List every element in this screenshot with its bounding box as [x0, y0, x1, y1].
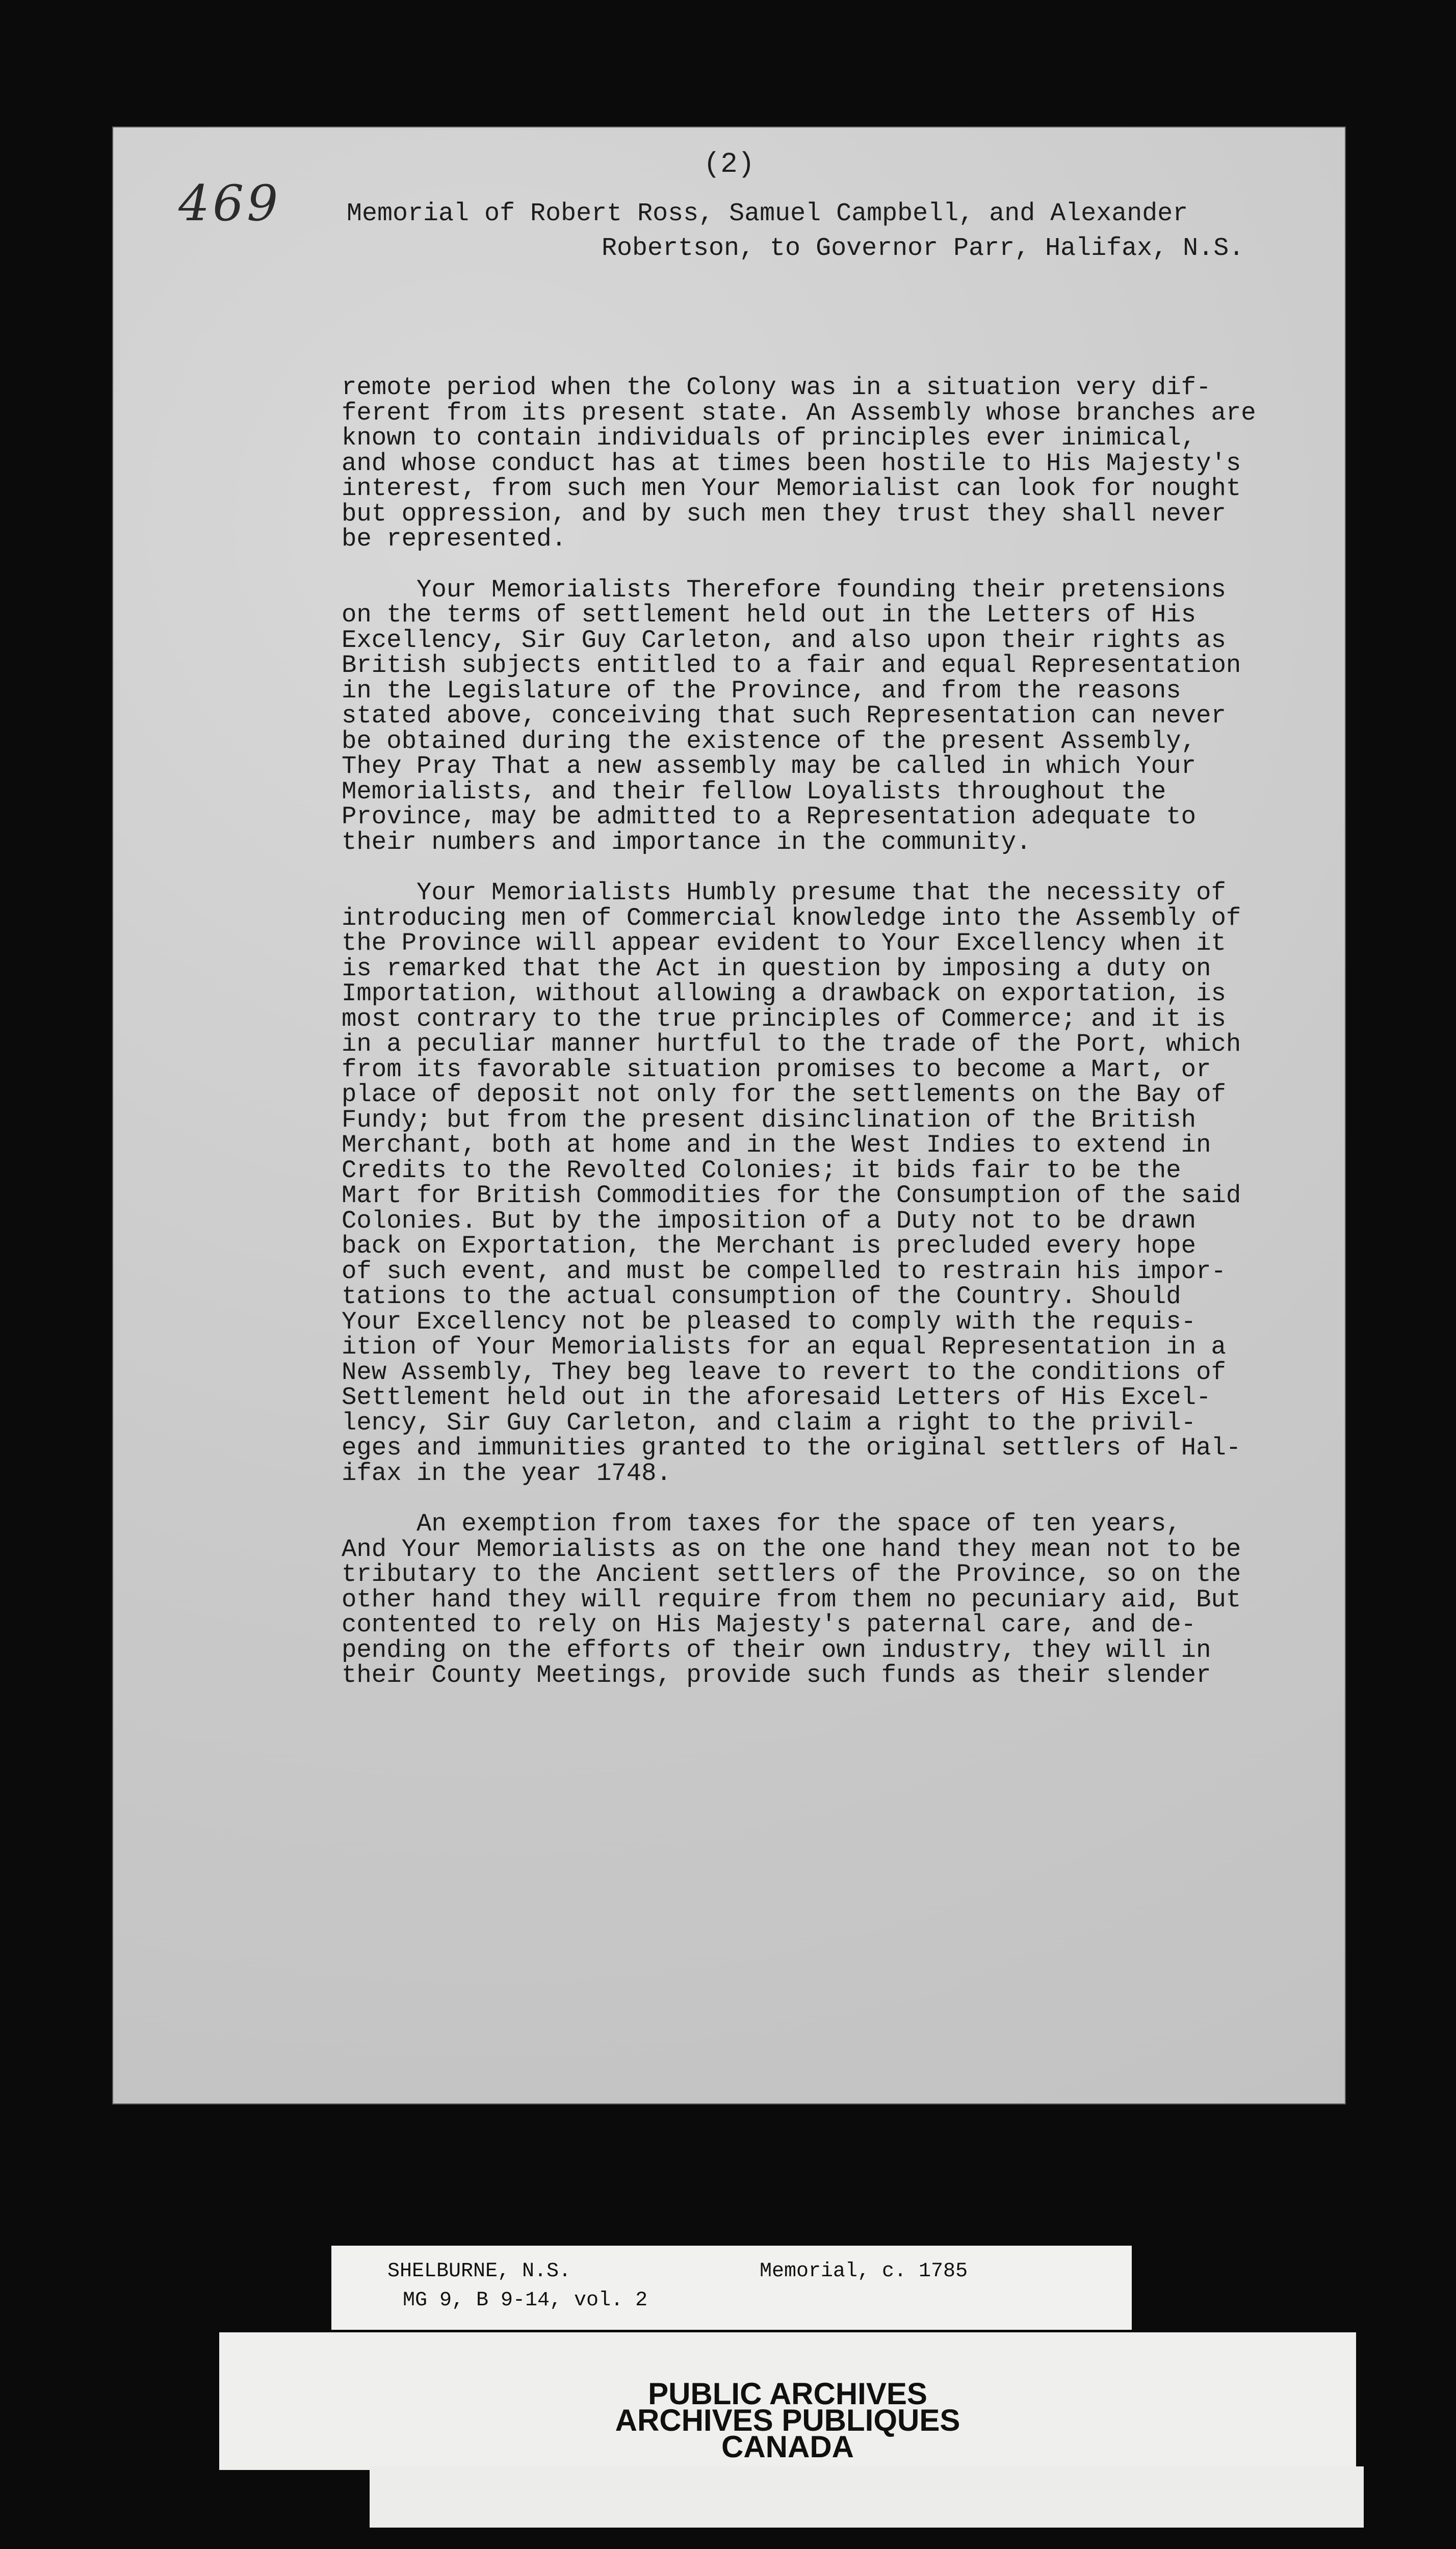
text-line: tributary to the Ancient settlers of the Province, so on the: [342, 1560, 1241, 1589]
text-line: ition of Your Memorialists for an equal Representation in a: [342, 1333, 1226, 1361]
label-reference: MG 9, B 9-14, vol. 2: [403, 2289, 648, 2312]
text-line: place of deposit not only for the settlements on the Bay of: [342, 1080, 1226, 1109]
text-line: of such event, and must be compelled to restrain his impor-: [342, 1257, 1226, 1286]
text-line: Your Memorialists Humbly presume that the necessity of: [342, 878, 1226, 907]
page-number: (2): [703, 148, 755, 180]
text-line: lency, Sir Guy Carleton, and claim a right to the privil-: [342, 1408, 1197, 1437]
label-place: SHELBURNE, N.S.: [387, 2260, 571, 2283]
text-line: most contrary to the true principles of Commerce; and it is: [342, 1004, 1226, 1033]
memorial-paragraph: [342, 575, 1320, 856]
text-line: Settlement held out in the aforesaid Letters of His Excel-: [342, 1383, 1211, 1412]
text-line: known to contain individuals of principles ever inimical,: [342, 424, 1197, 452]
text-line: eges and immunities granted to the original settlers of Hal-: [342, 1434, 1241, 1462]
text-line: Your Excellency not be pleased to comply with the requis-: [342, 1307, 1197, 1336]
text-line: Importation, without allowing a drawback on exportation, is: [342, 979, 1226, 1008]
text-line: Excellency, Sir Guy Carleton, and also upon their rights as: [342, 626, 1226, 655]
memorial-paragraph: [342, 880, 1320, 1486]
text-line: but oppression, and by such men they trust they shall never: [342, 499, 1226, 528]
text-line: stated above, conceiving that such Representation can never: [342, 701, 1226, 730]
text-line: introducing men of Commercial knowledge into the Assembly of: [342, 903, 1241, 932]
text-line: be represented.: [342, 525, 567, 553]
archives-stamp: [219, 2332, 1356, 2470]
text-line: is remarked that the Act in question by imposing a duty on: [342, 954, 1211, 983]
text-line: other hand they will require from them no pecuniary aid, But: [342, 1585, 1241, 1614]
text-line: and whose conduct has at times been hostile to His Majesty's: [342, 449, 1241, 478]
text-line: remote period when the Colony was in a situation very dif-: [342, 373, 1211, 402]
text-line: Credits to the Revolted Colonies; it bids fair to be the: [342, 1156, 1181, 1185]
memorial-paragraph: [342, 1512, 1320, 1688]
text-line: An exemption from taxes for the space of ten years,: [342, 1510, 1181, 1538]
label-strip: [370, 2466, 1364, 2528]
text-line: And Your Memorialists as on the one hand they mean not to be: [342, 1534, 1241, 1564]
text-line: contented to rely on His Majesty's paternal care, and de-: [342, 1610, 1197, 1639]
handwritten-folio-number: 469: [178, 175, 281, 232]
heading-line: Robertson, to Governor Parr, Halifax, N.S.: [602, 234, 1244, 263]
text-line: on the terms of settlement held out in the Letters of His: [342, 601, 1197, 629]
text-line: Mart for British Commodities for the Consumption of the said: [342, 1181, 1241, 1210]
text-line: Memorialists, and their fellow Loyalists throughout the: [342, 777, 1166, 806]
label-description: Memorial, c. 1785: [760, 2260, 968, 2283]
stamp-line: ARCHIVES PUBLIQUES: [615, 2403, 960, 2437]
heading-line: Memorial of Robert Ross, Samuel Campbell, and Alexander: [347, 199, 1188, 228]
archive-label-card: [331, 2246, 1132, 2330]
text-line: their County Meetings, provide such funds as their slender: [342, 1661, 1211, 1689]
text-line: Your Memorialists Therefore founding their pretensions: [342, 575, 1226, 604]
memorial-paragraph: [342, 375, 1320, 552]
text-line: from its favorable situation promises to become a Mart, or: [342, 1055, 1211, 1084]
text-line: ferent from its present state. An Assembly whose branches are: [342, 398, 1256, 427]
memorial-body: [342, 375, 1320, 1714]
text-line: Merchant, both at home and in the West Indies to extend in: [342, 1131, 1211, 1159]
document-page: [112, 126, 1346, 2104]
text-line: New Assembly, They beg leave to revert to the conditions of: [342, 1358, 1226, 1387]
text-line: tations to the actual consumption of the Country. Should: [342, 1282, 1181, 1311]
text-line: interest, from such men Your Memorialist can look for nought: [342, 474, 1241, 503]
memorial-heading: [347, 197, 1315, 266]
text-line: Colonies. But by the imposition of a Duty not to be drawn: [342, 1206, 1197, 1235]
text-line: Province, may be admitted to a Representation adequate to: [342, 802, 1197, 831]
text-line: be obtained during the existence of the present Assembly,: [342, 726, 1197, 756]
text-line: in a peculiar manner hurtful to the trade of the Port, which: [342, 1030, 1241, 1058]
text-line: British subjects entitled to a fair and equal Representation: [342, 651, 1241, 680]
text-line: back on Exportation, the Merchant is precluded every hope: [342, 1232, 1197, 1260]
text-line: the Province will appear evident to Your Excellency when it: [342, 929, 1226, 957]
text-line: Fundy; but from the present disinclination of the British: [342, 1105, 1197, 1134]
text-line: They Pray That a new assembly may be called in which Your: [342, 752, 1197, 781]
text-line: their numbers and importance in the community.: [342, 827, 1031, 856]
text-line: pending on the efforts of their own industry, they will in: [342, 1635, 1211, 1664]
stamp-text: [219, 2377, 1356, 2464]
text-line: ifax in the year 1748.: [342, 1459, 671, 1488]
stamp-line: PUBLIC ARCHIVES: [648, 2377, 927, 2411]
stamp-line: CANADA: [721, 2430, 854, 2464]
text-line: in the Legislature of the Province, and from the reasons: [342, 676, 1181, 705]
